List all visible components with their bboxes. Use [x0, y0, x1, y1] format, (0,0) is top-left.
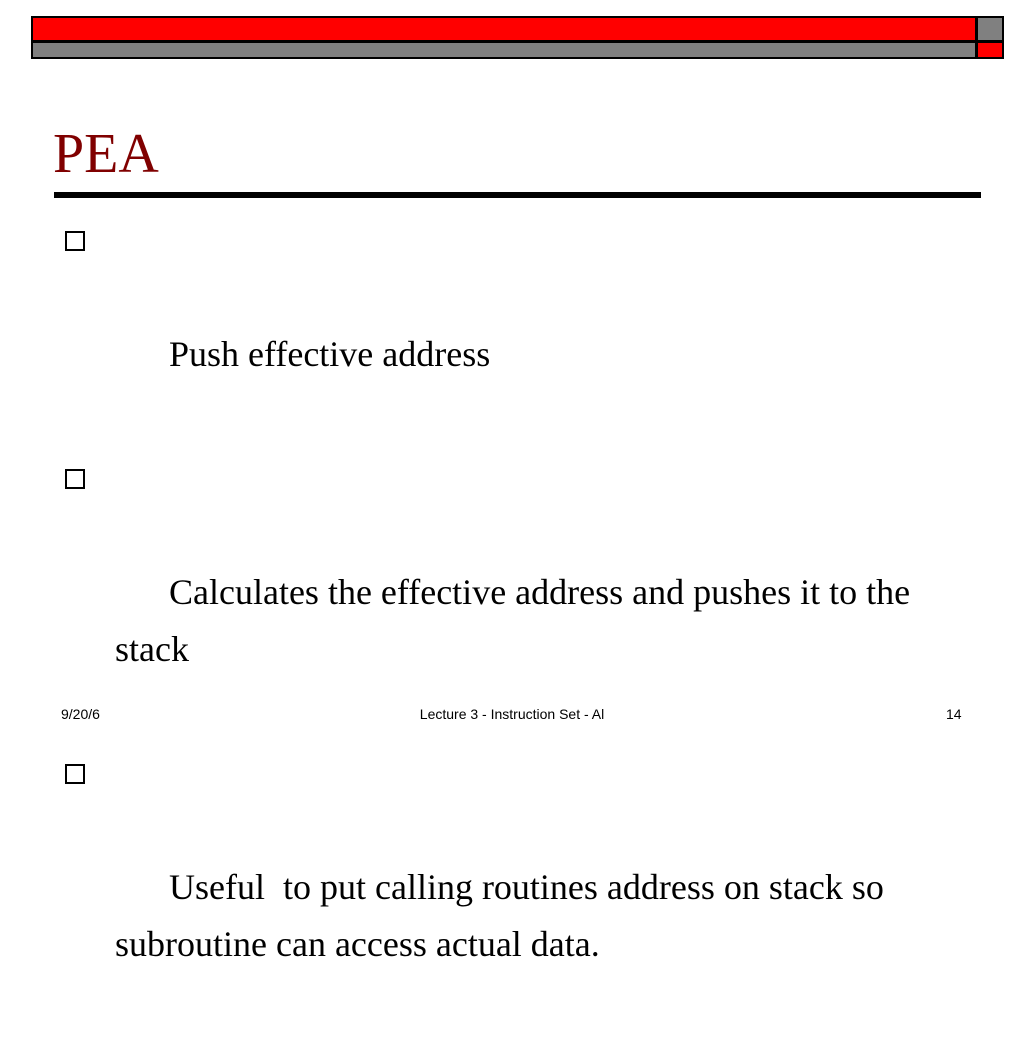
- bullet-text: Useful to put calling routines address on stack so subroutine can access actual data.: [115, 867, 893, 964]
- bullet-item: [64, 212, 555, 440]
- banner-grey-bar: [31, 41, 977, 59]
- hollow-square-icon: [65, 231, 85, 251]
- bullet-list: [64, 212, 964, 1040]
- footer-title: Lecture 3 - Instruction Set - Al: [419, 706, 605, 722]
- banner-red-bar: [31, 16, 977, 42]
- bullet-item: [64, 745, 915, 1030]
- bullet-text: Push effective address: [169, 334, 491, 374]
- footer-date: 9/20/6: [61, 706, 100, 722]
- hollow-square-icon: [65, 764, 85, 784]
- banner-red-square: [976, 41, 1004, 59]
- bullet-text: Calculates the effective address and pushes it to the stack: [115, 572, 920, 669]
- bullet-item: [64, 450, 955, 735]
- hollow-square-icon: [65, 469, 85, 489]
- slide-title: PEA: [53, 123, 159, 185]
- banner-grey-square: [976, 16, 1004, 42]
- title-underline: [54, 192, 981, 198]
- page-number: 14: [946, 706, 962, 722]
